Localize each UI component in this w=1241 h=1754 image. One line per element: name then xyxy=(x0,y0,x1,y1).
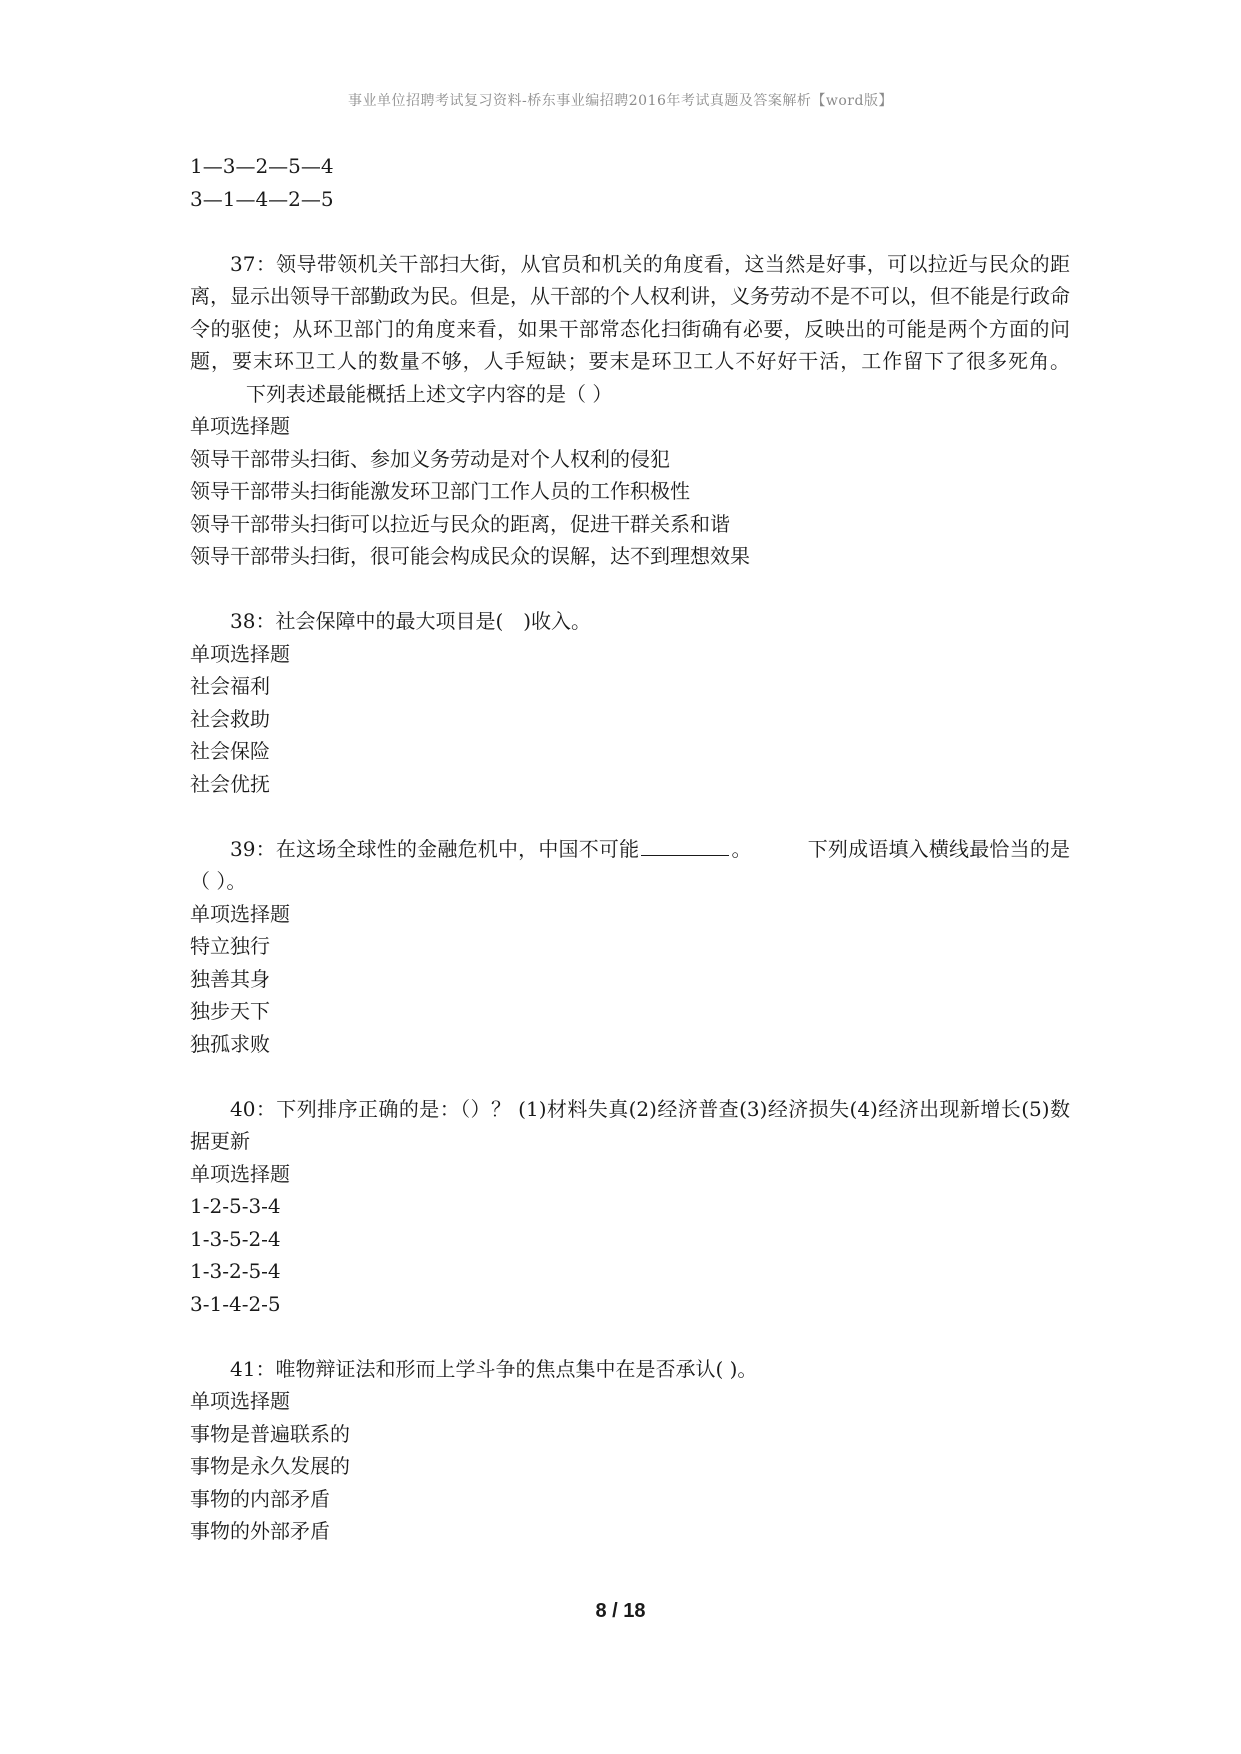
option-text: 社会优抚 xyxy=(190,771,270,796)
question-40 xyxy=(190,1093,1070,1321)
spacer xyxy=(190,800,1070,833)
option-text: 3-1-4-2-5 xyxy=(190,1291,281,1316)
option-text: 1—3—2—5—4 xyxy=(190,154,334,178)
option-text: 事物的外部矛盾 xyxy=(190,1519,330,1543)
option-text: 独孤求败 xyxy=(190,1031,270,1056)
document-body xyxy=(190,150,1070,1548)
option-text: 社会福利 xyxy=(190,674,270,698)
question-type: 单项选择题 xyxy=(190,641,290,666)
question-stem-punct: 。 xyxy=(731,836,752,861)
page-number: 8 / 18 xyxy=(595,1600,646,1622)
page-header: 事业单位招聘考试复习资料-桥东事业编招聘2016年考试真题及答案解析【word版】 xyxy=(348,93,893,109)
option-text: 3—1—4—2—5 xyxy=(190,186,334,211)
option-text: 事物是永久发展的 xyxy=(190,1454,350,1478)
question-37 xyxy=(190,248,1070,573)
option-text: 1-3-2-5-4 xyxy=(190,1259,281,1283)
question-stem-text: 39：在这场全球性的金融危机中，中国不可能 xyxy=(230,836,640,861)
question-prompt: 下列表述最能概括上述文字内容的是（ ） xyxy=(246,381,613,406)
question-stem: 38：社会保障中的最大项目是( )收入。 xyxy=(230,609,592,633)
question-stem-text: 37：领导带领机关干部扫大街，从官员和机关的角度看，这当然是好事，可以拉近与民众的距离，显示出领导干部勤政为民。但是，从干部的个人权利讲，义务劳动不是不可以，但不能是行政命令的驱使；从环卫部门的角度来看，如果干部常态化扫街确有必要，反映出的可能是两个方面的问题，要末环卫工人的数量不够，人手短缺；要末是环卫工人不好好干活，工作留下了很多死角。 xyxy=(190,251,1070,373)
fill-in-blank xyxy=(641,835,729,856)
option-text: 独步天下 xyxy=(190,999,270,1023)
question-38 xyxy=(190,605,1070,800)
option-text: 1-2-5-3-4 xyxy=(190,1194,281,1218)
spacer xyxy=(190,215,1070,248)
option-text: 1-3-5-2-4 xyxy=(190,1226,281,1251)
question-stem: 40：下列排序正确的是：（）？ (1)材料失真(2)经济普查(3)经济损失(4)经济出现新增长(5)数据更新 xyxy=(190,1096,1070,1153)
option-text: 社会救助 xyxy=(190,706,270,731)
question-type: 单项选择题 xyxy=(190,1161,290,1186)
spacer xyxy=(190,1060,1070,1093)
question-stem xyxy=(190,833,1070,898)
question-stem xyxy=(190,248,1070,411)
option-text: 领导干部带头扫街可以拉近与民众的距离，促进干群关系和谐 xyxy=(190,511,730,536)
option-text: 独善其身 xyxy=(190,966,270,991)
question-type: 单项选择题 xyxy=(190,901,290,926)
option-text: 事物的内部矛盾 xyxy=(190,1486,330,1511)
option-text: 特立独行 xyxy=(190,934,270,958)
question-type: 单项选择题 xyxy=(190,1389,290,1413)
option-text: 领导干部带头扫街，很可能会构成民众的误解，达不到理想效果 xyxy=(190,544,750,568)
question-39 xyxy=(190,833,1070,1061)
question-stem: 41：唯物辩证法和形而上学斗争的焦点集中在是否承认( )。 xyxy=(230,1356,758,1381)
question-41 xyxy=(190,1353,1070,1548)
question-prompt: 下列成语填入横线最恰当的是（ ）。 xyxy=(190,836,1071,893)
question-type: 单项选择题 xyxy=(190,414,290,438)
option-text: 社会保险 xyxy=(190,739,270,763)
spacer xyxy=(190,1320,1070,1353)
option-text: 领导干部带头扫街能激发环卫部门工作人员的工作积极性 xyxy=(190,479,690,503)
option-text: 领导干部带头扫街、参加义务劳动是对个人权利的侵犯 xyxy=(190,446,670,471)
spacer xyxy=(190,573,1070,606)
option-text: 事物是普遍联系的 xyxy=(190,1421,350,1446)
